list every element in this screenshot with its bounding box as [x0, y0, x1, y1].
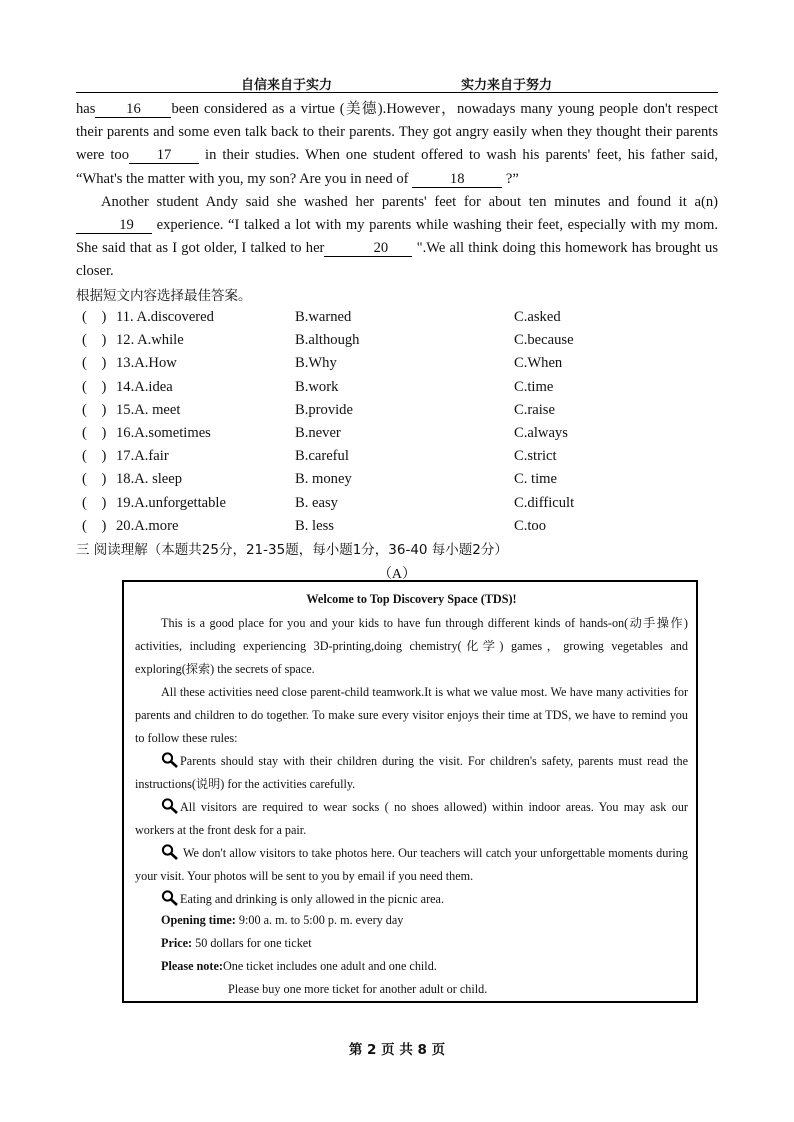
rule-4 — [135, 888, 688, 911]
rule-3-text: We don't allow visitors to take photos here. Our teachers will catch your unforgettable moments during your visit. Your photos will be sent to you by email if you need them. — [135, 846, 688, 883]
choice-row — [76, 400, 718, 423]
option-b: B. easy — [295, 494, 338, 511]
option-a: 20.A.more — [116, 517, 179, 534]
answer-bracket[interactable]: ( ) — [82, 494, 107, 511]
opening-label: Opening time: — [161, 913, 236, 927]
option-c: C. time — [514, 471, 557, 488]
option-b: B. less — [295, 517, 334, 534]
option-a: 13.A.How — [116, 355, 177, 372]
option-a: 19.A.unforgettable — [116, 494, 226, 511]
magnifier-icon — [161, 890, 179, 906]
magnifier-icon — [161, 798, 179, 814]
choice-row — [76, 353, 718, 376]
passage-paragraph-2 — [76, 191, 718, 284]
passage-text: experience. “I talked a lot with my parents while washing their feet, especially with my mom. She said that as I got older, I talked to her — [76, 217, 718, 257]
rule-2 — [135, 796, 688, 842]
answer-bracket[interactable]: ( ) — [82, 355, 107, 372]
option-b: B.work — [295, 378, 339, 395]
answer-bracket[interactable]: ( ) — [82, 401, 107, 418]
reading-teamwork: All these activities need close parent-child teamwork.It is what we value most. We have many activities for parents and children to do together. To make sure every visitor enjoys their time at TDS, we have to remind you to follow these rules: — [135, 685, 688, 745]
price-label: Price: — [161, 936, 193, 950]
header-right-motto: 实力来自于努力 — [461, 78, 553, 93]
magnifier-icon — [161, 844, 179, 860]
passage-text: ".We all think doing this homework has brought us closer. — [76, 240, 718, 280]
answer-bracket[interactable]: ( ) — [82, 424, 107, 441]
option-a: 14.A.idea — [116, 378, 173, 395]
option-b: B.provide — [295, 401, 353, 418]
option-b: B.careful — [295, 448, 349, 465]
option-c: C.strict — [514, 448, 557, 465]
choice-row — [76, 516, 718, 539]
price — [135, 932, 688, 955]
note-value: One ticket includes one adult and one child. — [222, 959, 437, 973]
option-c: C.asked — [514, 309, 561, 325]
rule-1-text: Parents should stay with their children during the visit. For children's safety, parents must read the instructions(说明) for the activities carefully. — [135, 754, 688, 791]
blank-17: 17 — [129, 147, 199, 164]
option-c: C.because — [514, 332, 574, 349]
choice-row — [76, 493, 718, 516]
price-value: 50 dollars for one ticket — [192, 936, 312, 950]
passage-text: Another student Andy said she washed her parents' feet for about ten minutes and found it a(n) — [101, 193, 718, 210]
cloze-passage — [76, 98, 718, 284]
passage-text: ?” — [502, 170, 519, 187]
option-c: C.always — [514, 424, 568, 441]
answer-bracket[interactable]: ( ) — [82, 448, 107, 465]
blank-18: 18 — [412, 171, 502, 188]
option-a: 12. A.while — [116, 332, 184, 349]
answer-bracket[interactable]: ( ) — [82, 517, 107, 534]
passage-text: has — [76, 101, 96, 117]
option-a: 17.A.fair — [116, 448, 169, 465]
answer-bracket[interactable]: ( ) — [82, 309, 107, 325]
option-a: 15.A. meet — [116, 401, 181, 418]
question-instruction: 根据短文内容选择最佳答案。 — [76, 288, 252, 304]
section-title: 三 阅读理解（本题共25分，21-35题，每小题1分，36-40 每小题2分） — [76, 542, 508, 558]
option-b: B. money — [295, 471, 352, 488]
option-c: C.difficult — [514, 494, 575, 511]
answer-bracket[interactable]: ( ) — [82, 332, 107, 349]
option-a: 16.A.sometimes — [116, 424, 211, 441]
answer-bracket[interactable]: ( ) — [82, 378, 107, 395]
option-b: B.Why — [295, 355, 337, 372]
passage-paragraph-1 — [76, 98, 718, 191]
option-b: B.warned — [295, 309, 352, 325]
opening-time — [135, 909, 688, 932]
rule-1 — [135, 750, 688, 796]
opening-value: 9:00 a. m. to 5:00 p. m. every day — [235, 913, 404, 927]
blank-16: 16 — [95, 101, 171, 118]
rule-4-text: Eating and drinking is only allowed in the picnic area. — [180, 892, 444, 906]
option-c: C.too — [514, 517, 547, 534]
rule-2-text: All visitors are required to wear socks ( no shoes allowed) within indoor areas. You may ask our workers at the front desk for a pair. — [135, 800, 688, 837]
option-c: C.time — [514, 378, 554, 395]
choice-row — [76, 307, 718, 330]
choice-row — [76, 330, 718, 353]
option-b: B.never — [295, 424, 341, 441]
reading-passage-box — [122, 580, 698, 1003]
blank-19: 19 — [76, 217, 152, 234]
choice-row — [76, 469, 718, 492]
choice-row — [76, 423, 718, 446]
note-label: Please note: — [161, 959, 223, 973]
choice-row — [76, 446, 718, 469]
subsection-label: （A） — [377, 567, 417, 582]
option-a: 11. A.discovered — [116, 309, 214, 325]
option-c: C.When — [514, 355, 563, 372]
option-b: B.although — [295, 332, 360, 349]
blank-20: 20 — [324, 240, 412, 257]
magnifier-icon — [161, 752, 179, 768]
answer-bracket[interactable]: ( ) — [82, 471, 107, 488]
choice-row — [76, 377, 718, 400]
note-line-2: Please buy one more ticket for another adult or child. — [228, 982, 488, 996]
page-header — [76, 72, 718, 93]
option-c: C.raise — [514, 401, 555, 418]
header-left-motto: 自信来自于实力 — [241, 78, 333, 93]
reading-title: Welcome to Top Discovery Space (TDS)! — [306, 592, 517, 606]
rule-3 — [135, 842, 688, 888]
option-a: 18.A. sleep — [116, 471, 183, 488]
note — [135, 955, 688, 978]
page-number: 第 2 页 共 8 页 — [348, 1042, 446, 1058]
passage-text: been considered as a virtue (美德).However，nowadays many young people don't respect their parents and some even talk back to their parents. They got angry easily when they thought their parents were too — [76, 101, 718, 164]
passage-text: in their studies. When one student offered to wash his parents' feet, his father said, “What's the matter with you, my son? Are you in need of — [76, 147, 718, 187]
choice-list — [76, 307, 718, 539]
reading-intro: This is a good place for you and your kids to have fun through different kinds of hands-on(动手操作) activities, including experiencing 3D-printing,doing chemistry(化学) games，growing vegetables and exploring(探索) the secrets of space. — [135, 616, 688, 676]
